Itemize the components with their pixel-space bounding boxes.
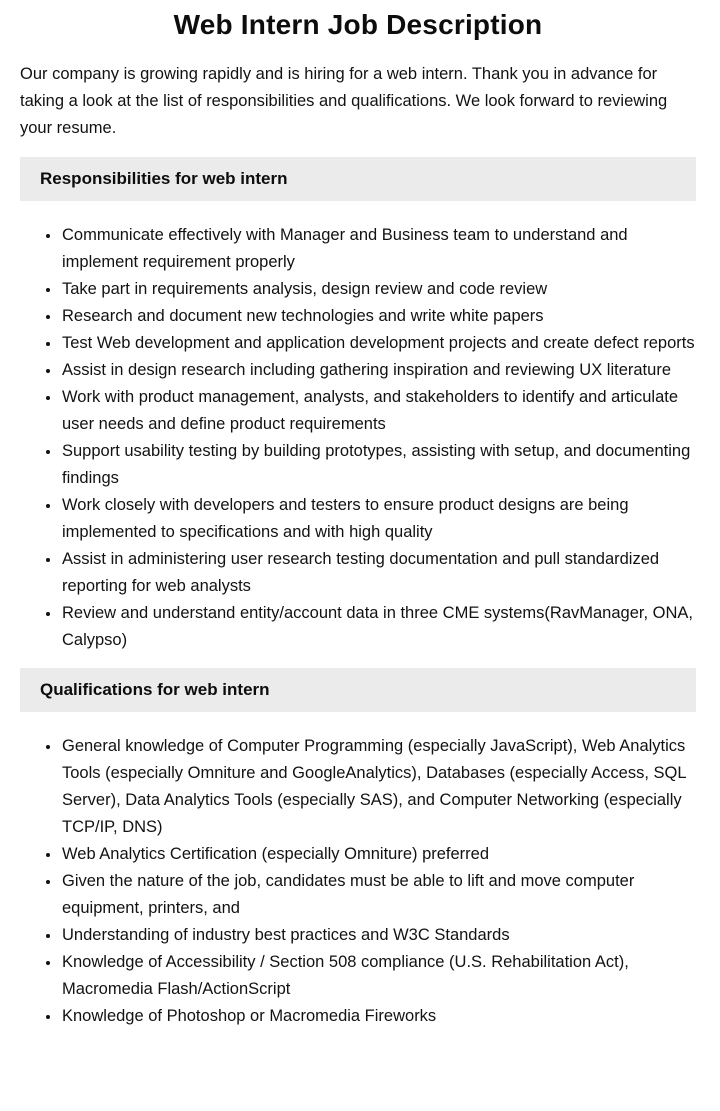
list-item: • Support usability testing by building prototypes, assisting with setup, and documenting findings: [61, 438, 696, 492]
list-item: • Assist in design research including gathering inspiration and reviewing UX literature: [61, 357, 696, 384]
list-item: • General knowledge of Computer Programming (especially JavaScript), Web Analytics Tools (especially Omniture and GoogleAnalytics), Databases (especially Access, SQL Server), Data Analytics Tools (especially SAS), and Computer Networking (especially TCP/IP, DNS): [61, 733, 696, 841]
list-item: • Research and document new technologies and write white papers: [61, 303, 696, 330]
list-item: • Understanding of industry best practices and W3C Standards: [61, 922, 696, 949]
qualifications-section-heading: Qualifications for web intern: [20, 668, 696, 712]
list-item: • Web Analytics Certification (especially Omniture) preferred: [61, 841, 696, 868]
list-item: • Given the nature of the job, candidates must be able to lift and move computer equipment, printers, and: [61, 868, 696, 922]
list-item: • Take part in requirements analysis, design review and code review: [61, 276, 696, 303]
responsibilities-section-heading: Responsibilities for web intern: [20, 157, 696, 201]
list-item: • Test Web development and application development projects and create defect reports: [61, 330, 696, 357]
list-item: • Knowledge of Accessibility / Section 508 compliance (U.S. Rehabilitation Act), Macromedia Flash/ActionScript: [61, 949, 696, 1003]
list-item: • Review and understand entity/account data in three CME systems(RavManager, ONA, Calypso): [61, 600, 696, 654]
list-item: • Work closely with developers and testers to ensure product designs are being implemented to specifications and with high quality: [61, 492, 696, 546]
responsibilities-list: [20, 222, 696, 654]
list-item: • Knowledge of Photoshop or Macromedia Fireworks: [61, 1003, 696, 1030]
list-item: • Work with product management, analysts, and stakeholders to identify and articulate user needs and define product requirements: [61, 384, 696, 438]
list-item: • Assist in administering user research testing documentation and pull standardized reporting for web analysts: [61, 546, 696, 600]
list-item: • Communicate effectively with Manager and Business team to understand and implement requirement properly: [61, 222, 696, 276]
qualifications-list: [20, 733, 696, 1030]
section-responsibilities: [20, 157, 696, 654]
intro-paragraph: Our company is growing rapidly and is hiring for a web intern. Thank you in advance for taking a look at the list of responsibilities and qualifications. We look forward to reviewing your resume.: [20, 65, 668, 137]
section-qualifications: [20, 668, 696, 1030]
page-title: Web Intern Job Description: [173, 9, 543, 40]
